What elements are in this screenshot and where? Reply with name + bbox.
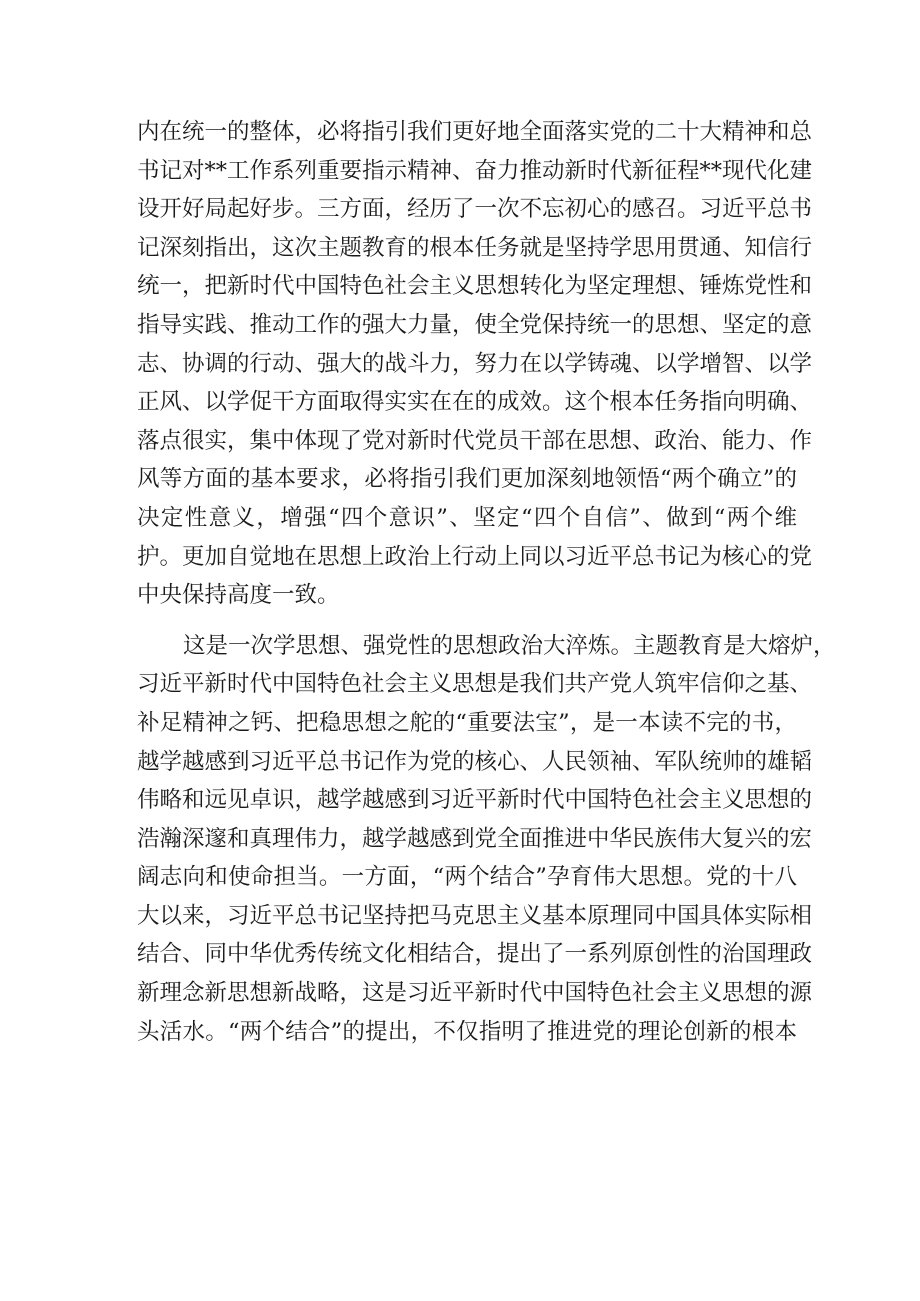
paragraph-2 (137, 627, 836, 1052)
text-line: 落点很实，集中体现了党对新时代党员干部在思想、政治、能力、作 (137, 427, 813, 454)
text-line: 这是一次学思想、强党性的思想政治大淬炼。主题教育是大熔炉， (183, 632, 836, 659)
text-line: 内在统一的整体，必将指引我们更好地全面落实党的二十大精神和总 (137, 119, 813, 145)
paragraph-1 (137, 113, 813, 615)
document-body (137, 113, 836, 1051)
text-line: 设开好局起好步。三方面，经历了一次不忘初心的感召。习近平总书 (137, 196, 813, 223)
text-line: 志、协调的行动、强大的战斗力，努力在以学铸魂、以学增智、以学 (137, 350, 813, 377)
text-line: 风等方面的基本要求，必将指引我们更加深刻地领悟“两个确立”的 (137, 466, 797, 493)
text-line: 伟略和远见卓识，越学越感到习近平新时代中国特色社会主义思想的 (137, 787, 813, 814)
paragraph-spacer (137, 615, 797, 627)
text-line: 护。更加自觉地在思想上政治上行动上同以习近平总书记为核心的党 (137, 543, 813, 570)
text-line: 新理念新思想新战略，这是习近平新时代中国特色社会主义思想的源 (137, 980, 813, 1007)
text-line: 习近平新时代中国特色社会主义思想是我们共产党人筑牢信仰之基、 (137, 671, 813, 698)
text-line: 书记对**工作系列重要指示精神、奋力推动新时代新征程**现代化建 (137, 157, 813, 184)
text-line: 统一，把新时代中国特色社会主义思想转化为坚定理想、锤炼党性和 (137, 273, 813, 300)
text-line: 结合、同中华优秀传统文化相结合，提出了一系列原创性的治国理政 (137, 941, 813, 968)
text-line: 阔志向和使命担当。一方面，“两个结合”孕育伟大思想。党的十八 (137, 864, 797, 891)
text-line: 补足精神之钙、把稳思想之舵的“重要法宝”，是一本读不完的书， (137, 709, 797, 736)
text-line: 越学越感到习近平总书记作为党的核心、人民领袖、军队统帅的雄韬 (137, 748, 813, 775)
text-line: 中央保持高度一致。 (137, 582, 340, 609)
text-line: 记深刻指出，这次主题教育的根本任务就是坚持学思用贯通、知信行 (137, 234, 813, 261)
text-line: 浩瀚深邃和真理伟力，越学越感到党全面推进中华民族伟大复兴的宏 (137, 825, 813, 852)
text-line: 正风、以学促干方面取得实实在在的成效。这个根本任务指向明确、 (137, 389, 813, 416)
text-line: 头活水。“两个结合”的提出，不仅指明了推进党的理论创新的根本 (137, 1018, 797, 1045)
text-line: 大以来，习近平总书记坚持把马克思主义基本原理同中国具体实际相 (137, 902, 813, 929)
text-line: 指导实践、推动工作的强大力量，使全党保持统一的思想、坚定的意 (137, 311, 813, 338)
text-line: 决定性意义，增强“四个意识”、坚定“四个自信”、做到“两个维 (137, 504, 797, 531)
